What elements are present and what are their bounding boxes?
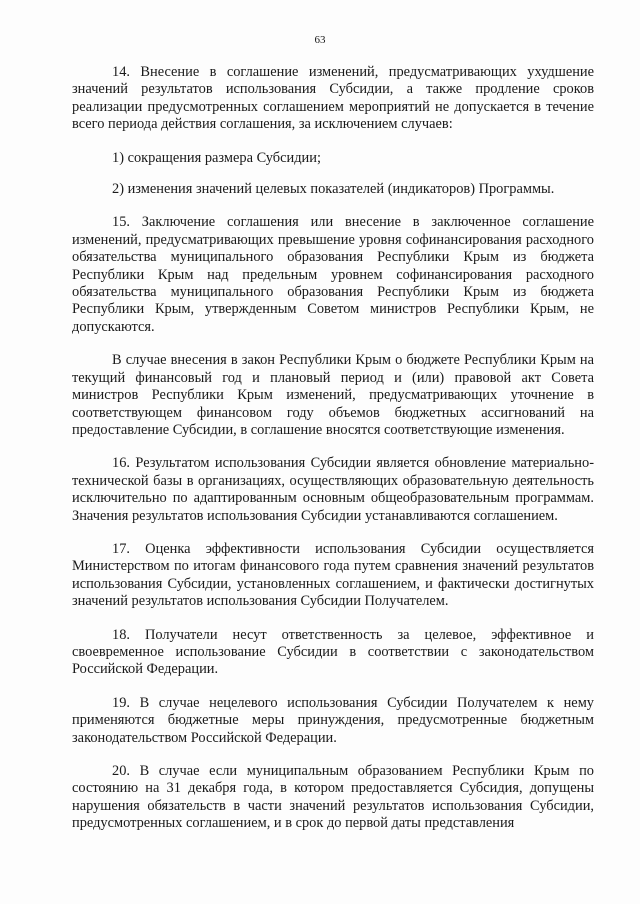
paragraph-15: 15. Заключение соглашения или внесение в заключенное соглашение изменений, предусматривающих превышение уровня софинансирования расходного обязательства муниципального образования Республики Крым из бюджета Республики Крым над предельным уровнем софинансирования расходного обязательства муниципального образования Республики Крым из бюджета Республики Крым, утвержденным Советом министров Республики Крым, не допускаются.	[72, 214, 594, 335]
document-body	[72, 64, 594, 833]
paragraph-16: 16. Результатом использования Субсидии является обновление материально-технической базы в организациях, осуществляющих образовательную деятельность исключительно по адаптированным основным общеобразовательным программам. Значения результатов использования Субсидии устанавливаются соглашением.	[72, 455, 594, 524]
paragraph-17: 17. Оценка эффективности использования Субсидии осуществляется Министерством по итогам финансового года путем сравнения значений результатов использования Субсидии, установленных соглашением, и фактически достигнутых значений результатов использования Субсидии Получателем.	[72, 540, 594, 610]
paragraph-18: 18. Получатели несут ответственность за целевое, эффективное и своевременное использование Субсидии в соответствии с законодательством Российской Федерации.	[72, 626, 594, 678]
paragraph-14: 14. Внесение в соглашение изменений, предусматривающих ухудшение значений результатов использования Субсидии, а также продление сроков реализации предусмотренных соглашением мероприятий не допускается в течение всего периода действия соглашения, за исключением случаев:	[72, 64, 594, 133]
paragraph-20: 20. В случае если муниципальным образованием Республики Крым по состоянию на 31 декабря года, в котором предоставляется Субсидия, допущены нарушения обязательств в части значений результатов использования Субсидии, предусмотренных соглашением, и в срок до первой даты представления	[72, 763, 594, 832]
page-number: 63	[314, 34, 326, 46]
paragraph-15-continuation: В случае внесения в закон Республики Крым о бюджете Республики Крым на текущий финансовый год и плановый период и (или) правовой акт Совета министров Республики Крым изменений, предусматривающих уточнение в соответствующем финансовом году объемов бюджетных ассигнований на предоставление Субсидии, в соглашение вносятся соответствующие изменения.	[72, 352, 594, 438]
paragraph-19: 19. В случае нецелевого использования Субсидии Получателем к нему применяются бюджетные меры принуждения, предусмотренные бюджетным законодательством Российской Федерации.	[72, 694, 594, 746]
paragraph-14-item-1: 1) сокращения размера Субсидии;	[112, 149, 321, 166]
paragraph-14-item-2: 2) изменения значений целевых показателей (индикаторов) Программы.	[112, 181, 555, 198]
